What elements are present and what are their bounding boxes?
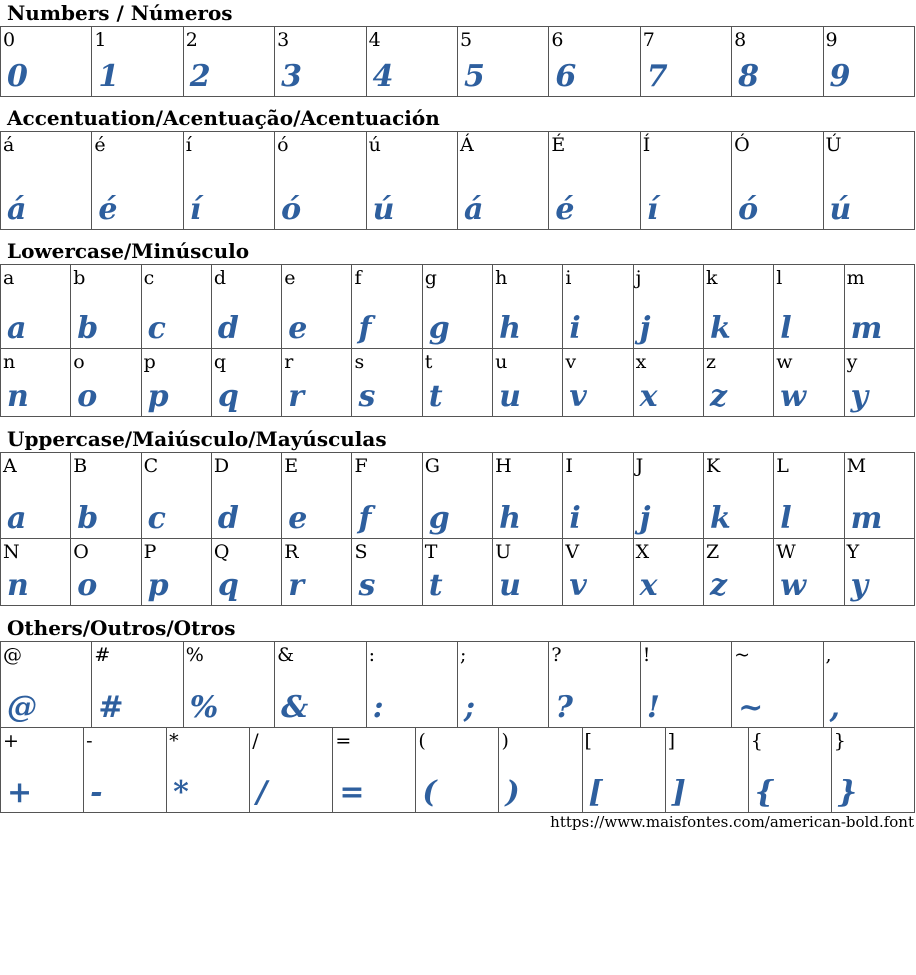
glyph-cell <box>563 349 633 417</box>
glyph-cell <box>282 265 352 349</box>
glyph-cell <box>211 539 281 606</box>
glyph-sample: v <box>569 379 587 414</box>
glyph-cell <box>92 642 183 728</box>
glyph-cell <box>703 539 773 606</box>
glyph-cell <box>457 27 548 97</box>
glyph-sample: x <box>639 379 658 414</box>
glyph-label: ( <box>418 730 426 752</box>
glyph-label: O <box>73 541 89 563</box>
glyph-sample: t <box>428 379 443 414</box>
glyph-label: x <box>635 351 647 373</box>
glyph-cell <box>823 132 914 230</box>
glyph-sample: o <box>77 379 98 414</box>
glyph-label: [ <box>584 730 592 752</box>
glyph-sample: u <box>499 379 521 414</box>
glyph-label: b <box>73 267 86 289</box>
glyph-cell <box>1 349 71 417</box>
glyph-cell <box>366 642 457 728</box>
glyph-cell <box>422 539 492 606</box>
glyph-sample: p <box>147 379 169 414</box>
glyph-sample: } <box>837 775 858 810</box>
glyph-cell <box>141 265 211 349</box>
glyph-label: M <box>846 455 867 477</box>
glyph-sample: b <box>77 501 99 536</box>
glyph-label: K <box>705 455 721 477</box>
glyph-sample: 9 <box>829 59 851 94</box>
glyph-label: E <box>284 455 299 477</box>
glyph-label: g <box>424 267 437 289</box>
glyph-label: 1 <box>94 29 107 51</box>
glyph-cell <box>352 539 422 606</box>
glyph-cell <box>774 539 844 606</box>
glyph-cell <box>275 27 366 97</box>
glyph-label: 8 <box>734 29 747 51</box>
glyph-cell <box>183 642 274 728</box>
lowercase-row-1 <box>1 265 915 349</box>
glyph-label: 9 <box>825 29 838 51</box>
glyph-label: w <box>776 351 793 373</box>
glyph-label: ~ <box>734 644 751 666</box>
glyph-label: c <box>143 267 155 289</box>
glyph-cell <box>633 453 703 539</box>
glyph-cell <box>352 349 422 417</box>
glyph-cell <box>1 132 92 230</box>
glyph-cell <box>1 27 92 97</box>
glyph-label: % <box>185 644 204 666</box>
glyph-sample: n <box>7 568 29 603</box>
glyph-cell <box>352 265 422 349</box>
glyph-sample: { <box>754 775 774 810</box>
glyph-sample: / <box>256 775 268 810</box>
glyph-cell <box>1 265 71 349</box>
glyph-sample: í <box>189 192 202 227</box>
glyph-sample: r <box>288 568 304 603</box>
glyph-sample: ~ <box>738 690 764 725</box>
glyph-label: k <box>705 267 718 289</box>
glyph-sample: j <box>639 501 651 536</box>
glyph-cell <box>422 453 492 539</box>
glyph-label: V <box>565 541 580 563</box>
glyph-label: 2 <box>185 29 198 51</box>
glyph-sample: l <box>780 311 792 346</box>
glyph-sample: w <box>780 379 807 414</box>
glyph-cell <box>1 642 92 728</box>
glyph-sample: @ <box>7 690 37 725</box>
accents-table <box>0 131 915 230</box>
glyph-cell <box>823 27 914 97</box>
glyph-label: s <box>354 351 365 373</box>
glyph-sample: u <box>499 568 521 603</box>
glyph-sample: v <box>569 568 587 603</box>
glyph-cell <box>640 27 731 97</box>
glyph-cell <box>71 265 141 349</box>
glyph-label: p <box>143 351 156 373</box>
glyph-label: * <box>169 730 179 752</box>
glyph-cell <box>493 453 563 539</box>
glyph-sample: ; <box>463 690 476 725</box>
glyph-label: + <box>3 730 19 752</box>
glyph-cell <box>1 539 71 606</box>
glyph-sample: h <box>499 501 521 536</box>
glyph-sample: g <box>428 311 450 346</box>
glyph-cell <box>844 453 914 539</box>
glyph-cell <box>457 132 548 230</box>
lowercase-table <box>0 264 915 417</box>
glyph-label: , <box>825 644 832 666</box>
glyph-label: - <box>86 730 93 752</box>
glyph-sample: j <box>639 311 651 346</box>
glyph-label: B <box>73 455 88 477</box>
glyph-cell <box>457 642 548 728</box>
glyph-sample: # <box>98 690 124 725</box>
glyph-cell <box>493 265 563 349</box>
glyph-sample: n <box>7 379 29 414</box>
lowercase-heading: Lowercase/Minúsculo <box>7 239 250 263</box>
glyph-cell <box>71 539 141 606</box>
glyph-sample: e <box>288 501 308 536</box>
glyph-sample: [ <box>588 775 603 810</box>
glyph-sample: o <box>77 568 98 603</box>
glyph-label: A <box>3 455 17 477</box>
glyph-cell <box>211 349 281 417</box>
glyph-label: H <box>495 455 512 477</box>
glyph-sample: ó <box>738 192 759 227</box>
glyph-cell <box>582 728 665 813</box>
glyph-cell <box>748 728 831 813</box>
glyph-sample: d <box>217 501 239 536</box>
glyph-cell <box>774 349 844 417</box>
glyph-sample: k <box>709 501 731 536</box>
glyph-sample: 7 <box>646 59 668 94</box>
glyph-cell <box>640 642 731 728</box>
glyph-sample: t <box>428 568 443 603</box>
glyph-sample: ) <box>505 775 520 810</box>
glyph-label: 7 <box>642 29 655 51</box>
glyph-cell <box>141 539 211 606</box>
glyph-sample: i <box>569 501 581 536</box>
glyph-label: Í <box>642 134 651 156</box>
glyph-label: j <box>635 267 642 289</box>
glyph-cell <box>333 728 416 813</box>
glyph-sample: d <box>217 311 239 346</box>
glyph-cell <box>167 728 250 813</box>
glyph-label: # <box>94 644 111 666</box>
glyph-cell <box>275 132 366 230</box>
glyph-sample: 6 <box>555 59 577 94</box>
glyph-label: J <box>635 455 644 477</box>
glyph-label: ó <box>277 134 289 156</box>
glyph-label: Ú <box>825 134 842 156</box>
glyph-cell <box>352 453 422 539</box>
numbers-row <box>1 27 915 97</box>
uppercase-row-2 <box>1 539 915 606</box>
glyph-label: S <box>354 541 368 563</box>
lowercase-row-2 <box>1 349 915 417</box>
glyph-label: Á <box>459 134 474 156</box>
glyph-label: : <box>368 644 375 666</box>
glyph-sample: 0 <box>7 59 28 94</box>
glyph-label: @ <box>3 644 22 666</box>
glyph-label: ? <box>551 644 562 666</box>
glyph-cell <box>774 453 844 539</box>
glyph-cell <box>275 642 366 728</box>
glyph-label: ] <box>667 730 676 752</box>
glyph-sample: á <box>463 192 484 227</box>
glyph-sample: & <box>281 690 309 725</box>
others-heading: Others/Outros/Otros <box>7 616 236 640</box>
glyph-label: v <box>565 351 577 373</box>
glyph-sample: ? <box>555 690 573 725</box>
glyph-cell <box>282 453 352 539</box>
glyph-cell <box>844 539 914 606</box>
glyph-label: t <box>424 351 433 373</box>
glyph-cell <box>703 265 773 349</box>
glyph-sample: 2 <box>189 59 211 94</box>
glyph-label: U <box>495 541 512 563</box>
glyph-cell <box>703 453 773 539</box>
glyph-sample: h <box>499 311 521 346</box>
glyph-label: R <box>284 541 299 563</box>
glyph-cell <box>633 349 703 417</box>
glyph-sample: ú <box>372 192 395 227</box>
glyph-sample: % <box>189 690 219 725</box>
glyph-sample: q <box>217 379 239 414</box>
glyph-cell <box>141 453 211 539</box>
glyph-cell <box>183 132 274 230</box>
glyph-sample: ] <box>671 775 686 810</box>
glyph-label: á <box>3 134 15 156</box>
accents-row <box>1 132 915 230</box>
glyph-label: m <box>846 267 865 289</box>
glyph-cell <box>563 453 633 539</box>
glyph-sample: x <box>639 568 658 603</box>
glyph-cell <box>422 349 492 417</box>
glyph-label: é <box>94 134 106 156</box>
glyph-sample: s <box>358 568 376 603</box>
glyph-label: 0 <box>3 29 16 51</box>
glyph-label: q <box>213 351 227 373</box>
glyph-sample: ! <box>646 690 660 725</box>
glyph-cell <box>549 132 640 230</box>
glyph-cell <box>416 728 499 813</box>
glyph-cell <box>493 349 563 417</box>
glyph-label: / <box>252 730 259 752</box>
glyph-label: Ó <box>734 134 750 156</box>
glyph-cell <box>1 453 71 539</box>
glyph-cell <box>774 265 844 349</box>
glyph-sample: s <box>358 379 376 414</box>
glyph-cell <box>563 265 633 349</box>
glyph-cell <box>493 539 563 606</box>
glyph-label: F <box>354 455 368 477</box>
glyph-label: 4 <box>368 29 381 51</box>
glyph-label: r <box>284 351 294 373</box>
glyph-sample: + <box>7 775 33 810</box>
glyph-label: = <box>335 730 352 752</box>
glyph-label: f <box>354 267 362 289</box>
glyph-cell <box>141 349 211 417</box>
glyph-label: l <box>776 267 783 289</box>
glyph-cell <box>823 642 914 728</box>
glyph-cell <box>703 349 773 417</box>
glyph-sample: 4 <box>372 59 394 94</box>
glyph-cell <box>732 132 823 230</box>
glyph-label: ! <box>642 644 651 666</box>
glyph-sample: i <box>569 311 581 346</box>
glyph-label: & <box>277 644 295 666</box>
glyph-cell <box>422 265 492 349</box>
glyph-label: É <box>551 134 566 156</box>
glyph-label: } <box>833 730 846 752</box>
glyph-sample: y <box>850 379 868 414</box>
glyph-label: i <box>565 267 572 289</box>
accents-heading: Accentuation/Acentuação/Acentuación <box>7 106 440 130</box>
glyph-label: L <box>776 455 789 477</box>
glyph-cell <box>71 453 141 539</box>
glyph-label: e <box>284 267 296 289</box>
glyph-cell <box>92 27 183 97</box>
glyph-sample: a <box>7 311 27 346</box>
glyph-cell <box>282 349 352 417</box>
others-row-2 <box>1 728 915 813</box>
glyph-label: T <box>424 541 438 563</box>
glyph-sample: m <box>850 501 883 536</box>
others-table-2 <box>0 727 915 813</box>
glyph-label: h <box>495 267 508 289</box>
uppercase-row-1 <box>1 453 915 539</box>
glyph-cell <box>549 642 640 728</box>
glyph-sample: k <box>709 311 731 346</box>
numbers-heading: Numbers / Números <box>7 1 233 25</box>
glyph-cell <box>844 349 914 417</box>
glyph-sample: f <box>358 311 372 346</box>
glyph-label: o <box>73 351 85 373</box>
glyph-sample: é <box>555 192 575 227</box>
glyph-cell <box>211 453 281 539</box>
glyph-label: 5 <box>459 29 473 51</box>
glyph-label: 6 <box>551 29 564 51</box>
glyph-label: ; <box>459 644 467 666</box>
others-table-1 <box>0 641 915 728</box>
glyph-sample: c <box>147 501 166 536</box>
glyph-sample: b <box>77 311 99 346</box>
glyph-cell <box>282 539 352 606</box>
glyph-cell <box>549 27 640 97</box>
glyph-label: y <box>846 351 858 373</box>
glyph-cell <box>633 539 703 606</box>
glyph-label: D <box>213 455 230 477</box>
glyph-sample: 3 <box>281 59 303 94</box>
glyph-label: I <box>565 455 573 477</box>
glyph-label: a <box>3 267 15 289</box>
glyph-cell <box>84 728 167 813</box>
glyph-label: G <box>424 455 440 477</box>
glyph-label: N <box>3 541 20 563</box>
numbers-table <box>0 26 915 97</box>
glyph-sample: í <box>646 192 659 227</box>
uppercase-table <box>0 452 915 606</box>
glyph-cell <box>250 728 333 813</box>
glyph-label: ) <box>501 730 509 752</box>
glyph-label: C <box>143 455 159 477</box>
glyph-sample: z <box>709 379 728 414</box>
glyph-sample: : <box>372 690 384 725</box>
glyph-cell <box>844 265 914 349</box>
footer-url[interactable]: https://www.maisfontes.com/american-bold.font <box>550 813 914 831</box>
glyph-label: í <box>185 134 192 156</box>
glyph-label: n <box>3 351 16 373</box>
glyph-label: Q <box>213 541 230 563</box>
glyph-cell <box>563 539 633 606</box>
glyph-sample: a <box>7 501 27 536</box>
glyph-sample: , <box>829 690 840 725</box>
glyph-cell <box>366 27 457 97</box>
glyph-sample: ( <box>422 775 437 810</box>
glyph-sample: f <box>358 501 372 536</box>
glyph-label: X <box>635 541 650 563</box>
glyph-label: Z <box>705 541 720 563</box>
glyph-sample: y <box>850 568 868 603</box>
glyph-cell <box>633 265 703 349</box>
glyph-sample: g <box>428 501 450 536</box>
glyph-sample: z <box>709 568 728 603</box>
glyph-cell <box>183 27 274 97</box>
glyph-cell <box>211 265 281 349</box>
glyph-sample: é <box>98 192 118 227</box>
glyph-cell <box>1 728 84 813</box>
glyph-label: Y <box>846 541 860 563</box>
glyph-label: u <box>495 351 508 373</box>
glyph-cell <box>640 132 731 230</box>
glyph-sample: 5 <box>463 59 485 94</box>
glyph-label: W <box>776 541 796 563</box>
glyph-cell <box>831 728 914 813</box>
glyph-sample: á <box>7 192 27 227</box>
glyph-label: d <box>213 267 227 289</box>
glyph-sample: = <box>339 775 365 810</box>
glyph-sample: c <box>147 311 166 346</box>
glyph-sample: 1 <box>98 59 120 94</box>
glyph-sample: p <box>147 568 169 603</box>
glyph-label: { <box>750 730 763 752</box>
glyph-cell <box>71 349 141 417</box>
glyph-sample: l <box>780 501 792 536</box>
glyph-cell <box>665 728 748 813</box>
glyph-sample: w <box>780 568 807 603</box>
glyph-cell <box>499 728 582 813</box>
glyph-cell <box>366 132 457 230</box>
glyph-sample: r <box>288 379 304 414</box>
glyph-cell <box>732 642 823 728</box>
glyph-label: ú <box>368 134 381 156</box>
glyph-sample: ó <box>281 192 302 227</box>
glyph-sample: - <box>90 775 103 810</box>
uppercase-heading: Uppercase/Maiúsculo/Mayúsculas <box>7 427 387 451</box>
glyph-sample: e <box>288 311 308 346</box>
glyph-label: P <box>143 541 157 563</box>
glyph-sample: q <box>217 568 239 603</box>
glyph-sample: * <box>173 775 189 810</box>
glyph-sample: m <box>850 311 883 346</box>
glyph-cell <box>92 132 183 230</box>
glyph-sample: ú <box>829 192 852 227</box>
others-row-1 <box>1 642 915 728</box>
glyph-label: z <box>705 351 716 373</box>
glyph-sample: 8 <box>738 59 759 94</box>
glyph-cell <box>732 27 823 97</box>
glyph-label: 3 <box>277 29 290 51</box>
